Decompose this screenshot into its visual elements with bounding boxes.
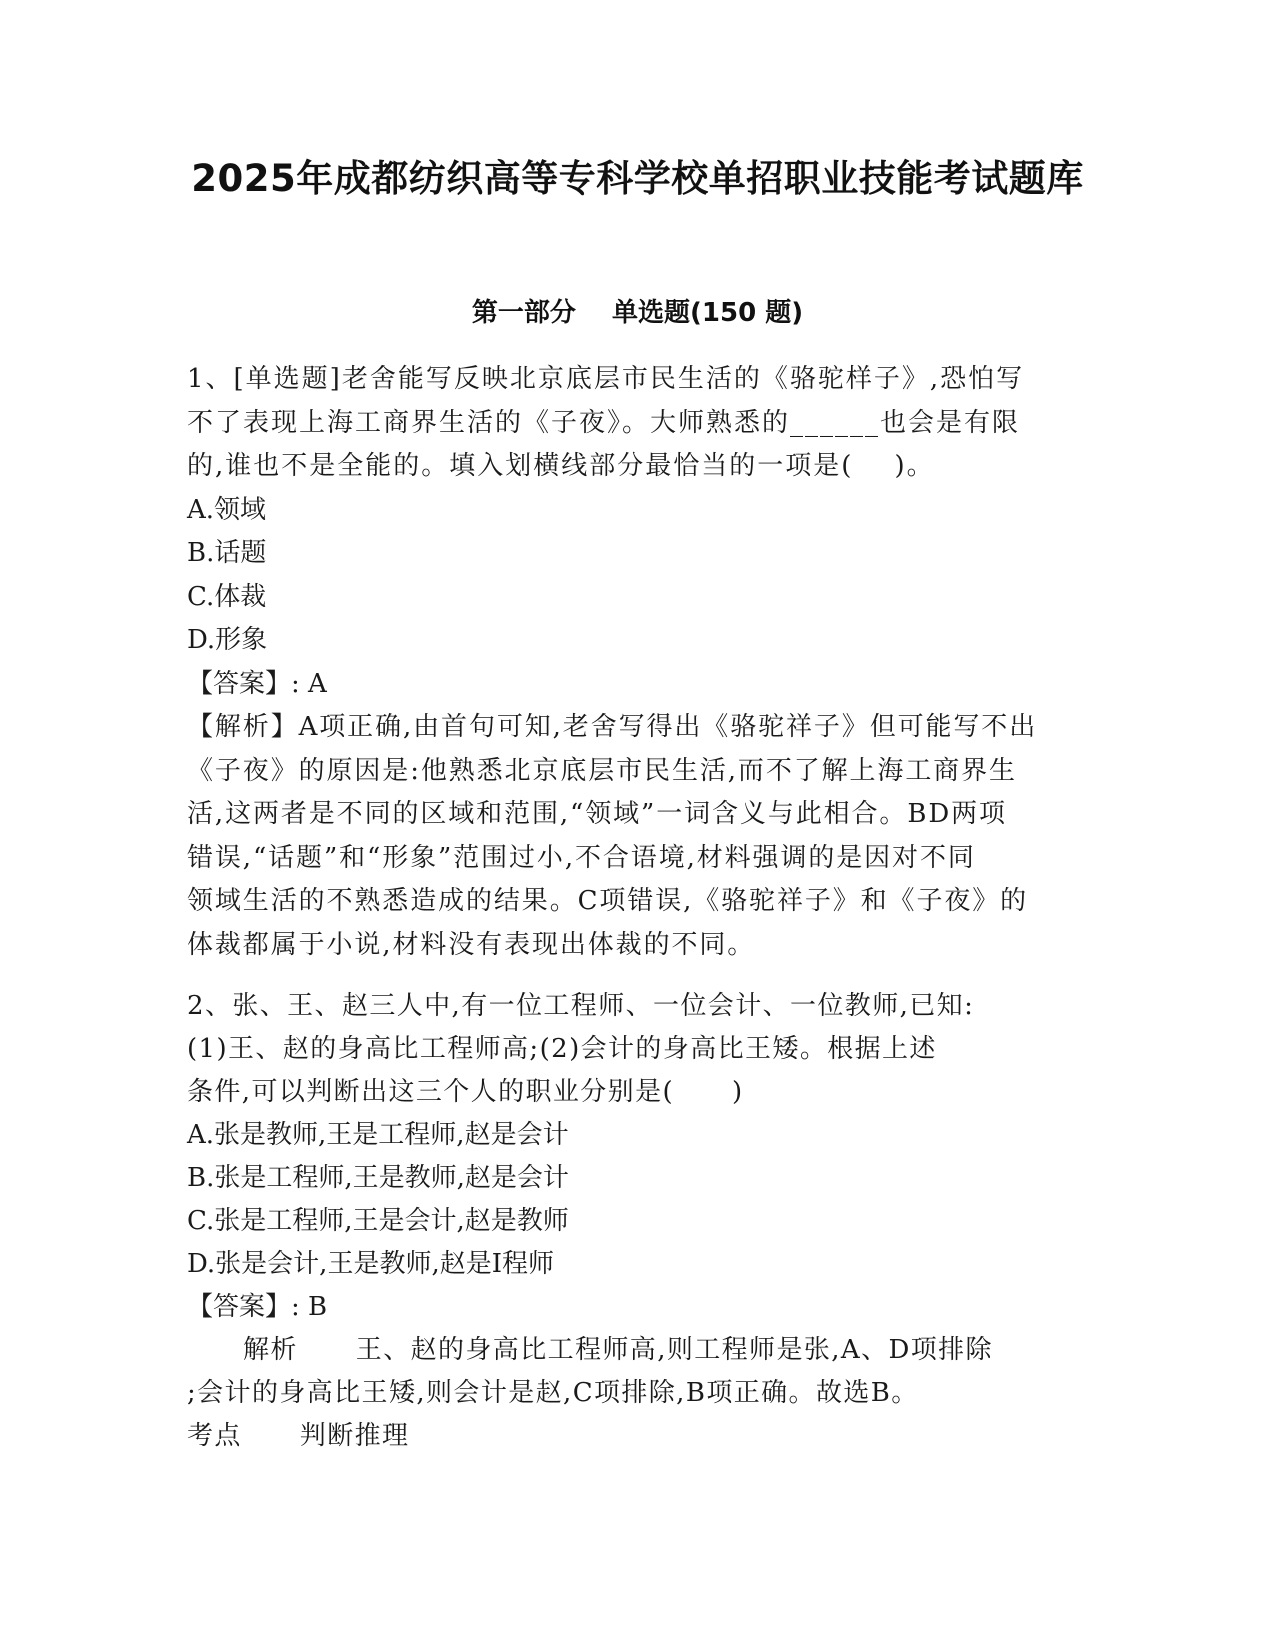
question-block-1 [187,358,1087,967]
question-1-explanation-line: 【解析】A项正确,由首句可知,老舍写得出《骆驼祥子》但可能写不出 [187,712,1038,742]
section-heading: 第一部分 单选题(150 题) [471,298,804,328]
question-2-explanation-line: 考点 判断推理 [187,1421,410,1451]
question-2-option-b: B.张是工程师,王是教师,赵是会计 [187,1163,569,1193]
question-1-stem-line: 1、[单选题]老舍能写反映北京底层市民生活的《骆驼样子》,恐怕写 [187,364,1025,394]
question-block-2 [187,985,1087,1458]
question-1-option-b: B.话题 [187,538,267,568]
question-1-option-c: C.体裁 [187,581,267,612]
question-1-answer: 【答案】: A [187,668,327,699]
question-1-explanation-line: 《子夜》的原因是:他熟悉北京底层市民生活,而不了解上海工商界生 [187,755,1017,786]
question-1-explanation-line: 体裁都属于小说,材料没有表现出体裁的不同。 [187,929,756,960]
question-1-explanation-line: 领域生活的不熟悉造成的结果。C项错误,《骆驼祥子》和《子夜》的 [187,886,1029,916]
question-1-explanation-line: 错误,“话题”和“形象”范围过小,不合语境,材料强调的是因对不同 [187,842,976,873]
question-2-explanation-line: 解析 王、赵的身高比工程师高,则工程师是张,A、D项排除 [243,1335,993,1365]
question-2-option-c: C.张是工程师,王是会计,赵是教师 [187,1206,569,1236]
document-title: 2025年成都纺织高等专科学校单招职业技能考试题库 [191,157,1084,200]
question-2-explanation-line: ;会计的身高比王矮,则会计是赵,C项排除,B项正确。故选B。 [187,1378,919,1408]
question-2-stem-line: (1)王、赵的身高比工程师高;(2)会计的身高比王矮。根据上述 [187,1034,937,1064]
question-1-stem-line: 的,谁也不是全能的。填入划横线部分最恰当的一项是( )。 [187,451,935,481]
question-1-stem-line: 不了表现上海工商界生活的《子夜》。大师熟悉的______也会是有限 [187,407,1021,438]
question-2-option-d: D.张是会计,王是教师,赵是I程师 [187,1249,554,1279]
question-1-explanation-line: 活,这两者是不同的区域和范围,“领域”一词含义与此相合。BD两项 [187,799,1007,829]
question-2-option-a: A.张是教师,王是工程师,赵是会计 [187,1120,569,1150]
question-2-stem-line: 条件,可以判断出这三个人的职业分别是( ) [187,1077,744,1107]
question-2-stem-line: 2、张、王、赵三人中,有一位工程师、一位会计、一位教师,已知: [187,991,975,1021]
question-1-option-d: D.形象 [187,625,268,655]
question-2-answer: 【答案】: B [187,1292,328,1322]
question-1-option-a: A.领域 [187,494,267,525]
